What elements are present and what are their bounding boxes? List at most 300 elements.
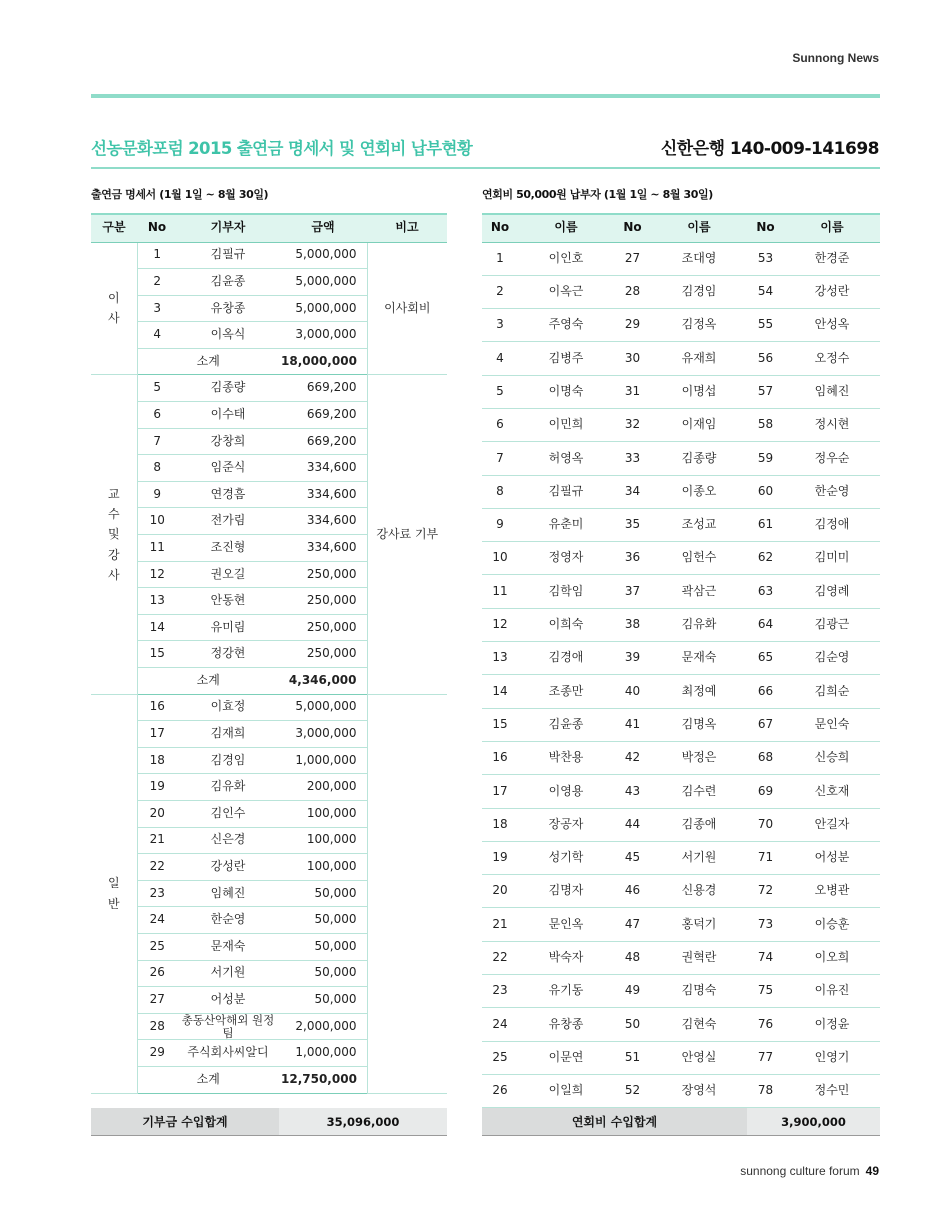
member-name: 김필규 [518, 475, 614, 508]
member-no: 55 [747, 309, 784, 342]
table-row [482, 242, 880, 275]
member-no: 16 [482, 741, 518, 774]
member-no: 13 [482, 642, 518, 675]
donor-no: 5 [137, 375, 177, 402]
member-name: 김광근 [784, 608, 880, 641]
donor-no: 11 [137, 535, 177, 562]
donor-name: 문재숙 [177, 933, 279, 960]
donor-name: 권오길 [177, 561, 279, 588]
donor-name: 주식회사씨알디 [177, 1040, 279, 1067]
group-label-cell [91, 694, 137, 1093]
donor-no: 21 [137, 827, 177, 854]
table-row [482, 875, 880, 908]
member-no: 21 [482, 908, 518, 941]
title-divider [91, 167, 880, 169]
member-name: 신용경 [651, 875, 747, 908]
member-name: 유춘미 [518, 508, 614, 541]
donor-amount: 250,000 [279, 641, 367, 668]
table-row [482, 642, 880, 675]
member-name: 정우순 [784, 442, 880, 475]
member-name: 한순영 [784, 475, 880, 508]
member-name: 김희순 [784, 675, 880, 708]
member-name: 정시현 [784, 408, 880, 441]
member-name: 안길자 [784, 808, 880, 841]
member-no: 25 [482, 1041, 518, 1074]
group-remark: 강사료 기부 [367, 375, 447, 694]
member-no: 20 [482, 875, 518, 908]
page-number: 49 [865, 1164, 879, 1178]
member-no: 62 [747, 542, 784, 575]
subtotal-label: 소계 [137, 348, 279, 375]
table-row [91, 375, 447, 402]
member-name: 장영석 [651, 1074, 747, 1107]
member-name: 성기학 [518, 841, 614, 874]
member-no: 45 [614, 841, 651, 874]
donor-amount: 100,000 [279, 827, 367, 854]
member-no: 76 [747, 1008, 784, 1041]
member-name: 김순영 [784, 642, 880, 675]
member-name: 이오희 [784, 941, 880, 974]
member-name: 유기동 [518, 975, 614, 1008]
member-no: 58 [747, 408, 784, 441]
member-no: 19 [482, 841, 518, 874]
fees-total-label: 연회비 수입합계 [571, 1115, 658, 1129]
donor-name: 전가림 [177, 508, 279, 535]
member-name: 김병주 [518, 342, 614, 375]
table-row [482, 841, 880, 874]
member-name: 장공자 [518, 808, 614, 841]
table-row [482, 608, 880, 641]
member-name: 오병관 [784, 875, 880, 908]
member-name: 김미미 [784, 542, 880, 575]
donor-amount: 200,000 [279, 774, 367, 801]
member-name: 문재숙 [651, 642, 747, 675]
member-no: 49 [614, 975, 651, 1008]
fees-header-cell: No [747, 214, 784, 242]
donor-amount: 50,000 [279, 907, 367, 934]
donor-amount: 50,000 [279, 987, 367, 1014]
member-name: 임혜진 [784, 375, 880, 408]
table-row [482, 442, 880, 475]
member-name: 박정은 [651, 741, 747, 774]
donor-no: 23 [137, 880, 177, 907]
member-no: 2 [482, 275, 518, 308]
member-no: 72 [747, 875, 784, 908]
donor-name: 이수태 [177, 402, 279, 429]
member-name: 김정애 [784, 508, 880, 541]
donor-no: 15 [137, 641, 177, 668]
table-row [482, 1074, 880, 1107]
donor-amount: 5,000,000 [279, 694, 367, 721]
member-name: 최정예 [651, 675, 747, 708]
member-no: 43 [614, 775, 651, 808]
group-remark: 이사회비 [367, 242, 447, 375]
member-name: 조종만 [518, 675, 614, 708]
member-no: 22 [482, 941, 518, 974]
donor-amount: 50,000 [279, 880, 367, 907]
fees-header-cell: No [482, 214, 518, 242]
member-no: 65 [747, 642, 784, 675]
donation-header-cell: No [137, 214, 177, 242]
donor-name: 김윤종 [177, 269, 279, 296]
donor-name: 신은경 [177, 827, 279, 854]
subtotal-label: 소계 [137, 668, 279, 695]
member-no: 18 [482, 808, 518, 841]
table-row [482, 941, 880, 974]
table-row [482, 1041, 880, 1074]
table-row [482, 342, 880, 375]
member-name: 조성교 [651, 508, 747, 541]
donor-amount: 334,600 [279, 455, 367, 482]
donor-name: 강성란 [177, 854, 279, 881]
member-no: 66 [747, 675, 784, 708]
donor-amount: 5,000,000 [279, 269, 367, 296]
member-no: 38 [614, 608, 651, 641]
member-name: 어성분 [784, 841, 880, 874]
donor-amount: 250,000 [279, 588, 367, 615]
member-no: 5 [482, 375, 518, 408]
member-no: 69 [747, 775, 784, 808]
member-no: 37 [614, 575, 651, 608]
donation-table [91, 213, 447, 1094]
member-no: 60 [747, 475, 784, 508]
member-name: 강성란 [784, 275, 880, 308]
donor-amount: 669,200 [279, 428, 367, 455]
member-name: 오정수 [784, 342, 880, 375]
donor-no: 6 [137, 402, 177, 429]
member-no: 71 [747, 841, 784, 874]
donor-name: 김유화 [177, 774, 279, 801]
member-no: 53 [747, 242, 784, 275]
table-row [482, 908, 880, 941]
member-no: 77 [747, 1041, 784, 1074]
donor-name: 김재희 [177, 721, 279, 748]
donor-name: 안동현 [177, 588, 279, 615]
donation-subtitle: 출연금 명세서 (1월 1일 ~ 8월 30일) [91, 188, 269, 201]
member-name: 김정옥 [651, 309, 747, 342]
member-no: 46 [614, 875, 651, 908]
member-name: 김현숙 [651, 1008, 747, 1041]
member-no: 63 [747, 575, 784, 608]
bank-account: 신한은행 140-009-141698 [660, 139, 879, 159]
donor-no: 19 [137, 774, 177, 801]
member-no: 17 [482, 775, 518, 808]
member-no: 31 [614, 375, 651, 408]
table-row [482, 309, 880, 342]
donor-amount: 250,000 [279, 614, 367, 641]
table-row [482, 508, 880, 541]
member-no: 23 [482, 975, 518, 1008]
member-no: 41 [614, 708, 651, 741]
member-name: 서기원 [651, 841, 747, 874]
donor-amount: 2,000,000 [279, 1013, 367, 1040]
member-name: 박찬용 [518, 741, 614, 774]
donor-name: 총동산악해외 원정팀 [177, 1013, 279, 1040]
donor-name: 한순영 [177, 907, 279, 934]
donor-amount: 100,000 [279, 800, 367, 827]
member-no: 44 [614, 808, 651, 841]
member-name: 김경임 [651, 275, 747, 308]
member-name: 안성옥 [784, 309, 880, 342]
member-name: 이영용 [518, 775, 614, 808]
member-no: 39 [614, 642, 651, 675]
table-row [482, 542, 880, 575]
member-no: 8 [482, 475, 518, 508]
member-name: 김명옥 [651, 708, 747, 741]
member-no: 10 [482, 542, 518, 575]
member-no: 57 [747, 375, 784, 408]
member-name: 신승희 [784, 741, 880, 774]
table-row [482, 775, 880, 808]
donor-name: 강창희 [177, 428, 279, 455]
member-name: 이인호 [518, 242, 614, 275]
donor-name: 유미림 [177, 614, 279, 641]
brand-name: Sunnong News [792, 51, 879, 65]
member-no: 24 [482, 1008, 518, 1041]
member-no: 15 [482, 708, 518, 741]
donor-no: 28 [137, 1013, 177, 1040]
member-name: 이재임 [651, 408, 747, 441]
member-name: 박숙자 [518, 941, 614, 974]
member-name: 문인옥 [518, 908, 614, 941]
donor-name: 서기원 [177, 960, 279, 987]
donor-amount: 1,000,000 [279, 1040, 367, 1067]
donor-no: 2 [137, 269, 177, 296]
member-name: 정영자 [518, 542, 614, 575]
member-no: 4 [482, 342, 518, 375]
table-row [482, 475, 880, 508]
member-no: 9 [482, 508, 518, 541]
member-no: 6 [482, 408, 518, 441]
member-name: 임헌수 [651, 542, 747, 575]
member-no: 68 [747, 741, 784, 774]
donor-name: 연경흠 [177, 481, 279, 508]
member-no: 54 [747, 275, 784, 308]
top-divider [91, 94, 880, 98]
donor-name: 김필규 [177, 242, 279, 269]
member-name: 유창종 [518, 1008, 614, 1041]
fees-header-cell: 이름 [784, 214, 880, 242]
group-label-cell [91, 375, 137, 694]
member-name: 조대영 [651, 242, 747, 275]
table-row [482, 1008, 880, 1041]
member-no: 3 [482, 309, 518, 342]
group-label: 일 반 [107, 876, 120, 911]
member-no: 64 [747, 608, 784, 641]
table-row [482, 975, 880, 1008]
member-no: 51 [614, 1041, 651, 1074]
page-footer [740, 1164, 879, 1178]
member-no: 35 [614, 508, 651, 541]
donor-no: 17 [137, 721, 177, 748]
donor-amount: 3,000,000 [279, 322, 367, 349]
donation-header-cell: 금액 [279, 214, 367, 242]
donor-amount: 50,000 [279, 960, 367, 987]
member-name: 이옥근 [518, 275, 614, 308]
donor-amount: 3,000,000 [279, 721, 367, 748]
fees-header-cell: 이름 [651, 214, 747, 242]
donor-no: 10 [137, 508, 177, 535]
table-row [482, 808, 880, 841]
donor-amount: 334,600 [279, 508, 367, 535]
member-name: 김경애 [518, 642, 614, 675]
member-no: 56 [747, 342, 784, 375]
member-no: 70 [747, 808, 784, 841]
member-no: 12 [482, 608, 518, 641]
donor-no: 18 [137, 747, 177, 774]
table-row [482, 375, 880, 408]
member-no: 29 [614, 309, 651, 342]
donor-name: 조진형 [177, 535, 279, 562]
member-name: 김수련 [651, 775, 747, 808]
member-no: 75 [747, 975, 784, 1008]
subtotal-value: 12,750,000 [279, 1066, 367, 1093]
donor-no: 16 [137, 694, 177, 721]
donor-no: 14 [137, 614, 177, 641]
member-name: 이명숙 [518, 375, 614, 408]
donor-no: 8 [137, 455, 177, 482]
donor-no: 4 [137, 322, 177, 349]
member-no: 11 [482, 575, 518, 608]
fees-header-row [482, 214, 880, 242]
member-name: 김명숙 [651, 975, 747, 1008]
page-title: 선농문화포럼 2015 출연금 명세서 및 연회비 납부현황 [91, 139, 473, 158]
member-no: 52 [614, 1074, 651, 1107]
member-no: 74 [747, 941, 784, 974]
member-no: 36 [614, 542, 651, 575]
donation-header-cell: 구분 [91, 214, 137, 242]
member-name: 김영례 [784, 575, 880, 608]
member-name: 이정윤 [784, 1008, 880, 1041]
member-name: 이종오 [651, 475, 747, 508]
donation-total-row [91, 1108, 447, 1136]
subtotal-value: 18,000,000 [279, 348, 367, 375]
member-no: 59 [747, 442, 784, 475]
member-name: 문인숙 [784, 708, 880, 741]
donation-total-label: 기부금 수입합계 [142, 1115, 228, 1129]
member-name: 김윤종 [518, 708, 614, 741]
donation-header-cell: 기부자 [177, 214, 279, 242]
member-no: 48 [614, 941, 651, 974]
group-remark [367, 694, 447, 1093]
donor-amount: 669,200 [279, 375, 367, 402]
member-no: 32 [614, 408, 651, 441]
table-row [482, 275, 880, 308]
member-no: 40 [614, 675, 651, 708]
member-name: 이민희 [518, 408, 614, 441]
member-no: 27 [614, 242, 651, 275]
donor-name: 정강현 [177, 641, 279, 668]
table-row [482, 575, 880, 608]
subtotal-label: 소계 [137, 1066, 279, 1093]
fees-subtitle: 연회비 50,000원 납부자 (1월 1일 ~ 8월 30일) [482, 188, 713, 201]
donor-amount: 334,600 [279, 535, 367, 562]
donor-name: 유창종 [177, 295, 279, 322]
member-name: 김종애 [651, 808, 747, 841]
table-row [482, 675, 880, 708]
member-no: 47 [614, 908, 651, 941]
donor-no: 20 [137, 800, 177, 827]
member-no: 33 [614, 442, 651, 475]
donor-no: 1 [137, 242, 177, 269]
table-row [482, 708, 880, 741]
member-no: 7 [482, 442, 518, 475]
donor-no: 26 [137, 960, 177, 987]
donor-amount: 5,000,000 [279, 295, 367, 322]
donor-amount: 100,000 [279, 854, 367, 881]
member-name: 이희숙 [518, 608, 614, 641]
donor-no: 9 [137, 481, 177, 508]
member-name: 홍덕기 [651, 908, 747, 941]
donor-no: 27 [137, 987, 177, 1014]
donor-no: 13 [137, 588, 177, 615]
group-label-cell [91, 242, 137, 375]
donor-no: 22 [137, 854, 177, 881]
fees-table [482, 213, 880, 1108]
donor-name: 임혜진 [177, 880, 279, 907]
member-name: 유재희 [651, 342, 747, 375]
table-row [91, 242, 447, 269]
member-no: 78 [747, 1074, 784, 1107]
member-no: 30 [614, 342, 651, 375]
donor-amount: 50,000 [279, 933, 367, 960]
donor-amount: 334,600 [279, 481, 367, 508]
donor-name: 임준식 [177, 455, 279, 482]
donation-total-value: 35,096,000 [279, 1108, 447, 1135]
fees-total-row [482, 1108, 880, 1136]
member-name: 주영숙 [518, 309, 614, 342]
member-name: 김유화 [651, 608, 747, 641]
member-no: 26 [482, 1074, 518, 1107]
donor-no: 12 [137, 561, 177, 588]
member-name: 이유진 [784, 975, 880, 1008]
member-name: 안영실 [651, 1041, 747, 1074]
donor-no: 7 [137, 428, 177, 455]
member-name: 이일희 [518, 1074, 614, 1107]
member-no: 1 [482, 242, 518, 275]
member-name: 한경준 [784, 242, 880, 275]
donation-header-row [91, 214, 447, 242]
member-name: 김명자 [518, 875, 614, 908]
table-row [91, 694, 447, 721]
subtotal-value: 4,346,000 [279, 668, 367, 695]
donor-name: 이효정 [177, 694, 279, 721]
member-name: 이문연 [518, 1041, 614, 1074]
member-no: 50 [614, 1008, 651, 1041]
table-row [482, 408, 880, 441]
member-name: 곽삼근 [651, 575, 747, 608]
donor-no: 24 [137, 907, 177, 934]
donor-no: 29 [137, 1040, 177, 1067]
fees-header-cell: 이름 [518, 214, 614, 242]
donation-header-cell: 비고 [367, 214, 447, 242]
member-name: 정수민 [784, 1074, 880, 1107]
member-name: 권혁란 [651, 941, 747, 974]
member-name: 허영옥 [518, 442, 614, 475]
member-no: 61 [747, 508, 784, 541]
table-row [482, 741, 880, 774]
member-name: 신호재 [784, 775, 880, 808]
donor-amount: 250,000 [279, 561, 367, 588]
donor-name: 김종량 [177, 375, 279, 402]
group-label: 교 수 및 강 사 [107, 486, 120, 583]
member-name: 김학임 [518, 575, 614, 608]
fees-header-cell: No [614, 214, 651, 242]
member-no: 34 [614, 475, 651, 508]
donor-amount: 1,000,000 [279, 747, 367, 774]
member-name: 이명섭 [651, 375, 747, 408]
group-label: 이 사 [107, 291, 120, 326]
